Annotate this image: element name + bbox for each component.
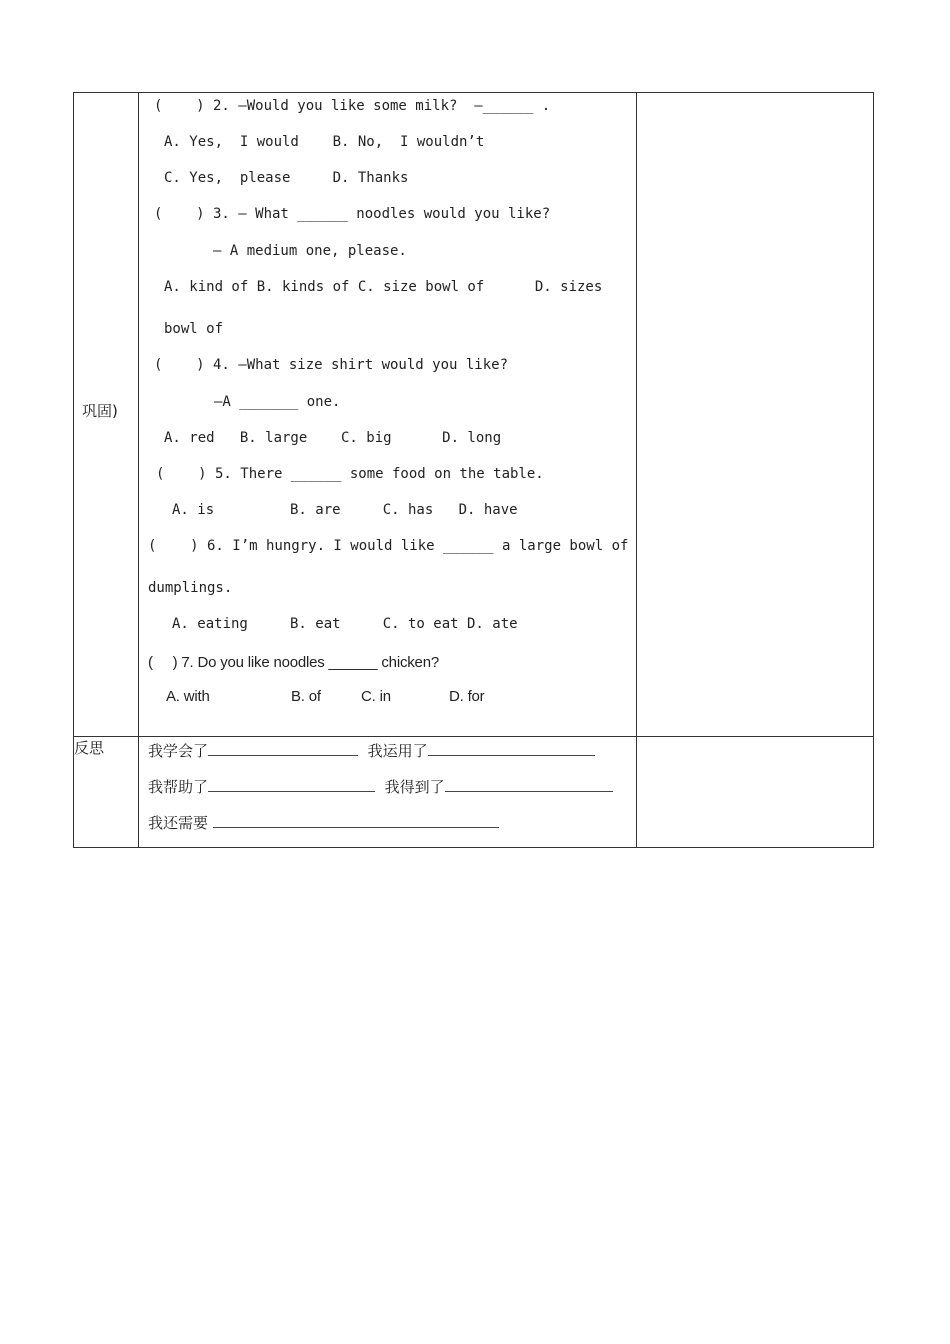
- q2-options-1: A. Yes, I would B. No, I wouldn’t: [164, 134, 485, 150]
- reflect-label: 反思: [74, 739, 105, 757]
- q6-stem: ( ) 6. I’m hungry. I would like ______ a large bowl of: [148, 538, 629, 554]
- reflect-row: [74, 737, 874, 848]
- q4-answer-line: —A _______ one.: [214, 394, 341, 410]
- reflection-cell: [139, 737, 637, 848]
- reflection-line-1: [148, 740, 595, 761]
- worksheet-table: [73, 92, 874, 848]
- q2-stem: ( ) 2. —Would you like some milk? —______ .: [154, 98, 551, 114]
- q6-stem-continued: dumplings.: [148, 580, 233, 596]
- helped-label: 我帮助了: [148, 778, 209, 796]
- q4-stem: ( ) 4. —What size shirt would you like?: [154, 357, 509, 373]
- q7-stem: ( ) 7. Do you like noodles ______ chicken?: [148, 654, 439, 671]
- reflection-content: [139, 737, 636, 847]
- q7-option-b: B. of: [291, 688, 321, 705]
- q5-stem: ( ) 5. There ______ some food on the table.: [156, 466, 544, 482]
- q3-options-1: A. kind of B. kinds of C. size bowl of D. sizes: [164, 279, 603, 295]
- gained-label: 我得到了: [384, 778, 445, 796]
- reflection-line-2: [148, 776, 613, 797]
- learned-blank[interactable]: [208, 743, 358, 756]
- used-label: 我运用了: [367, 742, 428, 760]
- learned-label: 我学会了: [148, 742, 209, 760]
- q3-stem: ( ) 3. — What ______ noodles would you like?: [154, 206, 551, 222]
- q3-options-2: bowl of: [164, 321, 224, 337]
- need-blank[interactable]: [213, 815, 499, 828]
- need-label: 我还需要: [148, 814, 209, 832]
- q6-options: A. eating B. eat C. to eat D. ate: [172, 616, 518, 632]
- q5-options: A. is B. are C. has D. have: [172, 502, 518, 518]
- consolidate-label: 巩固): [82, 402, 118, 420]
- helped-blank[interactable]: [208, 779, 375, 792]
- q7-option-d: D. for: [449, 688, 485, 705]
- q4-options: A. red B. large C. big D. long: [164, 430, 502, 446]
- exercise-content: [139, 93, 636, 736]
- consolidate-label-cell: [74, 93, 139, 737]
- q7-option-c: C. in: [361, 688, 391, 705]
- notes-cell-1: [637, 93, 874, 737]
- gained-blank[interactable]: [445, 779, 613, 792]
- exercise-cell: [139, 93, 637, 737]
- reflection-line-3: [148, 812, 499, 833]
- consolidate-row: [74, 93, 874, 737]
- q7-option-a: A. with: [166, 688, 210, 705]
- notes-cell-2: [637, 737, 874, 848]
- reflect-label-cell: [74, 737, 139, 848]
- q2-options-2: C. Yes, please D. Thanks: [164, 170, 409, 186]
- q3-answer-line: — A medium one, please.: [213, 243, 407, 259]
- used-blank[interactable]: [428, 743, 595, 756]
